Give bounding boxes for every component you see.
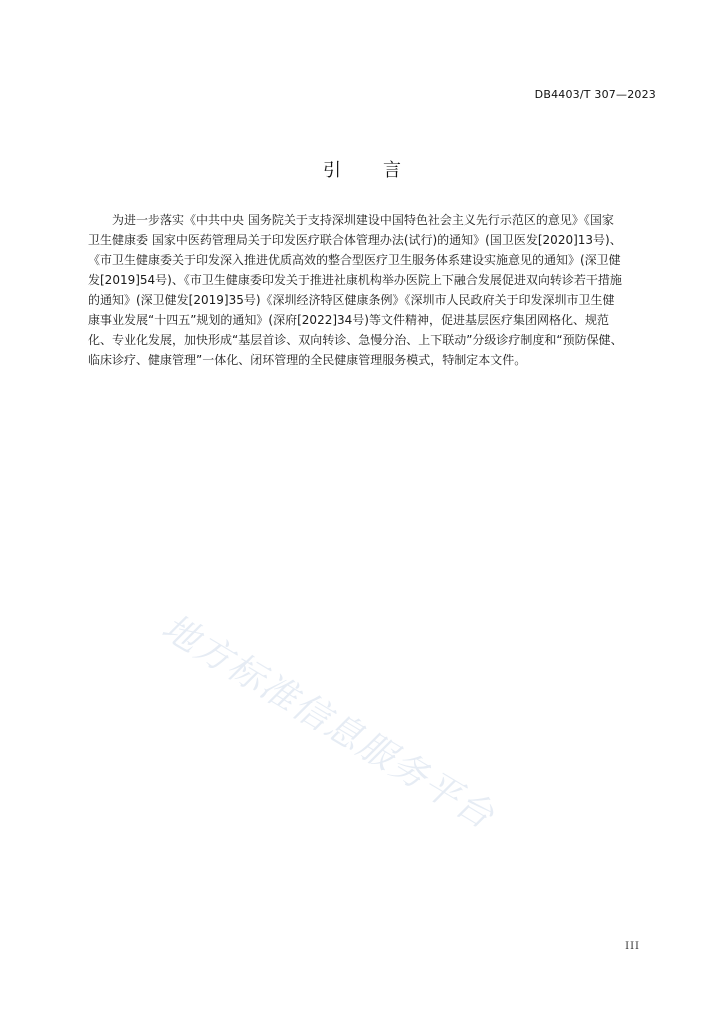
paragraph-line: 卫生健康委 国家中医药管理局关于印发医疗联合体管理办法(试行)的通知》(国卫医发[2020]13号)、	[88, 233, 622, 247]
paragraph-line: 临床诊疗、健康管理”一体化、闭环管理的全民健康管理服务模式，特制定本文件。	[88, 353, 527, 367]
standard-number: DB4403/T 307—2023	[534, 88, 656, 101]
paragraph-line: 为进一步落实《中共中央 国务院关于支持深圳建设中国特色社会主义先行示范区的意见》《国家	[88, 213, 614, 227]
title-char-1: 引	[323, 160, 341, 181]
title-char-2: 言	[383, 160, 401, 181]
paragraph-line: 《市卫生健康委关于印发深入推进优质高效的整合型医疗卫生服务体系建设实施意见的通知》(深卫健	[88, 253, 621, 267]
watermark: 地方标准信息服务平台	[154, 606, 502, 838]
paragraph-line: 发[2019]54号)、《市卫生健康委印发关于推进社康机构举办医院上下融合发展促进双向转诊若干措施	[88, 273, 622, 287]
paragraph-line: 的通知》(深卫健发[2019]35号)《深圳经济特区健康条例》《深圳市人民政府关于印发深圳市卫生健	[88, 293, 615, 307]
introduction-paragraph	[88, 210, 658, 370]
paragraph-line: 康事业发展“十四五”规划的通知》(深府[2022]34号)等文件精神，促进基层医疗集团网格化、规范	[88, 313, 609, 327]
paragraph-line: 化、专业化发展，加快形成“基层首诊、双向转诊、急慢分治、上下联动”分级诊疗制度和“预防保健、	[88, 333, 623, 347]
page-number: III	[625, 941, 640, 952]
page-title	[0, 156, 724, 182]
